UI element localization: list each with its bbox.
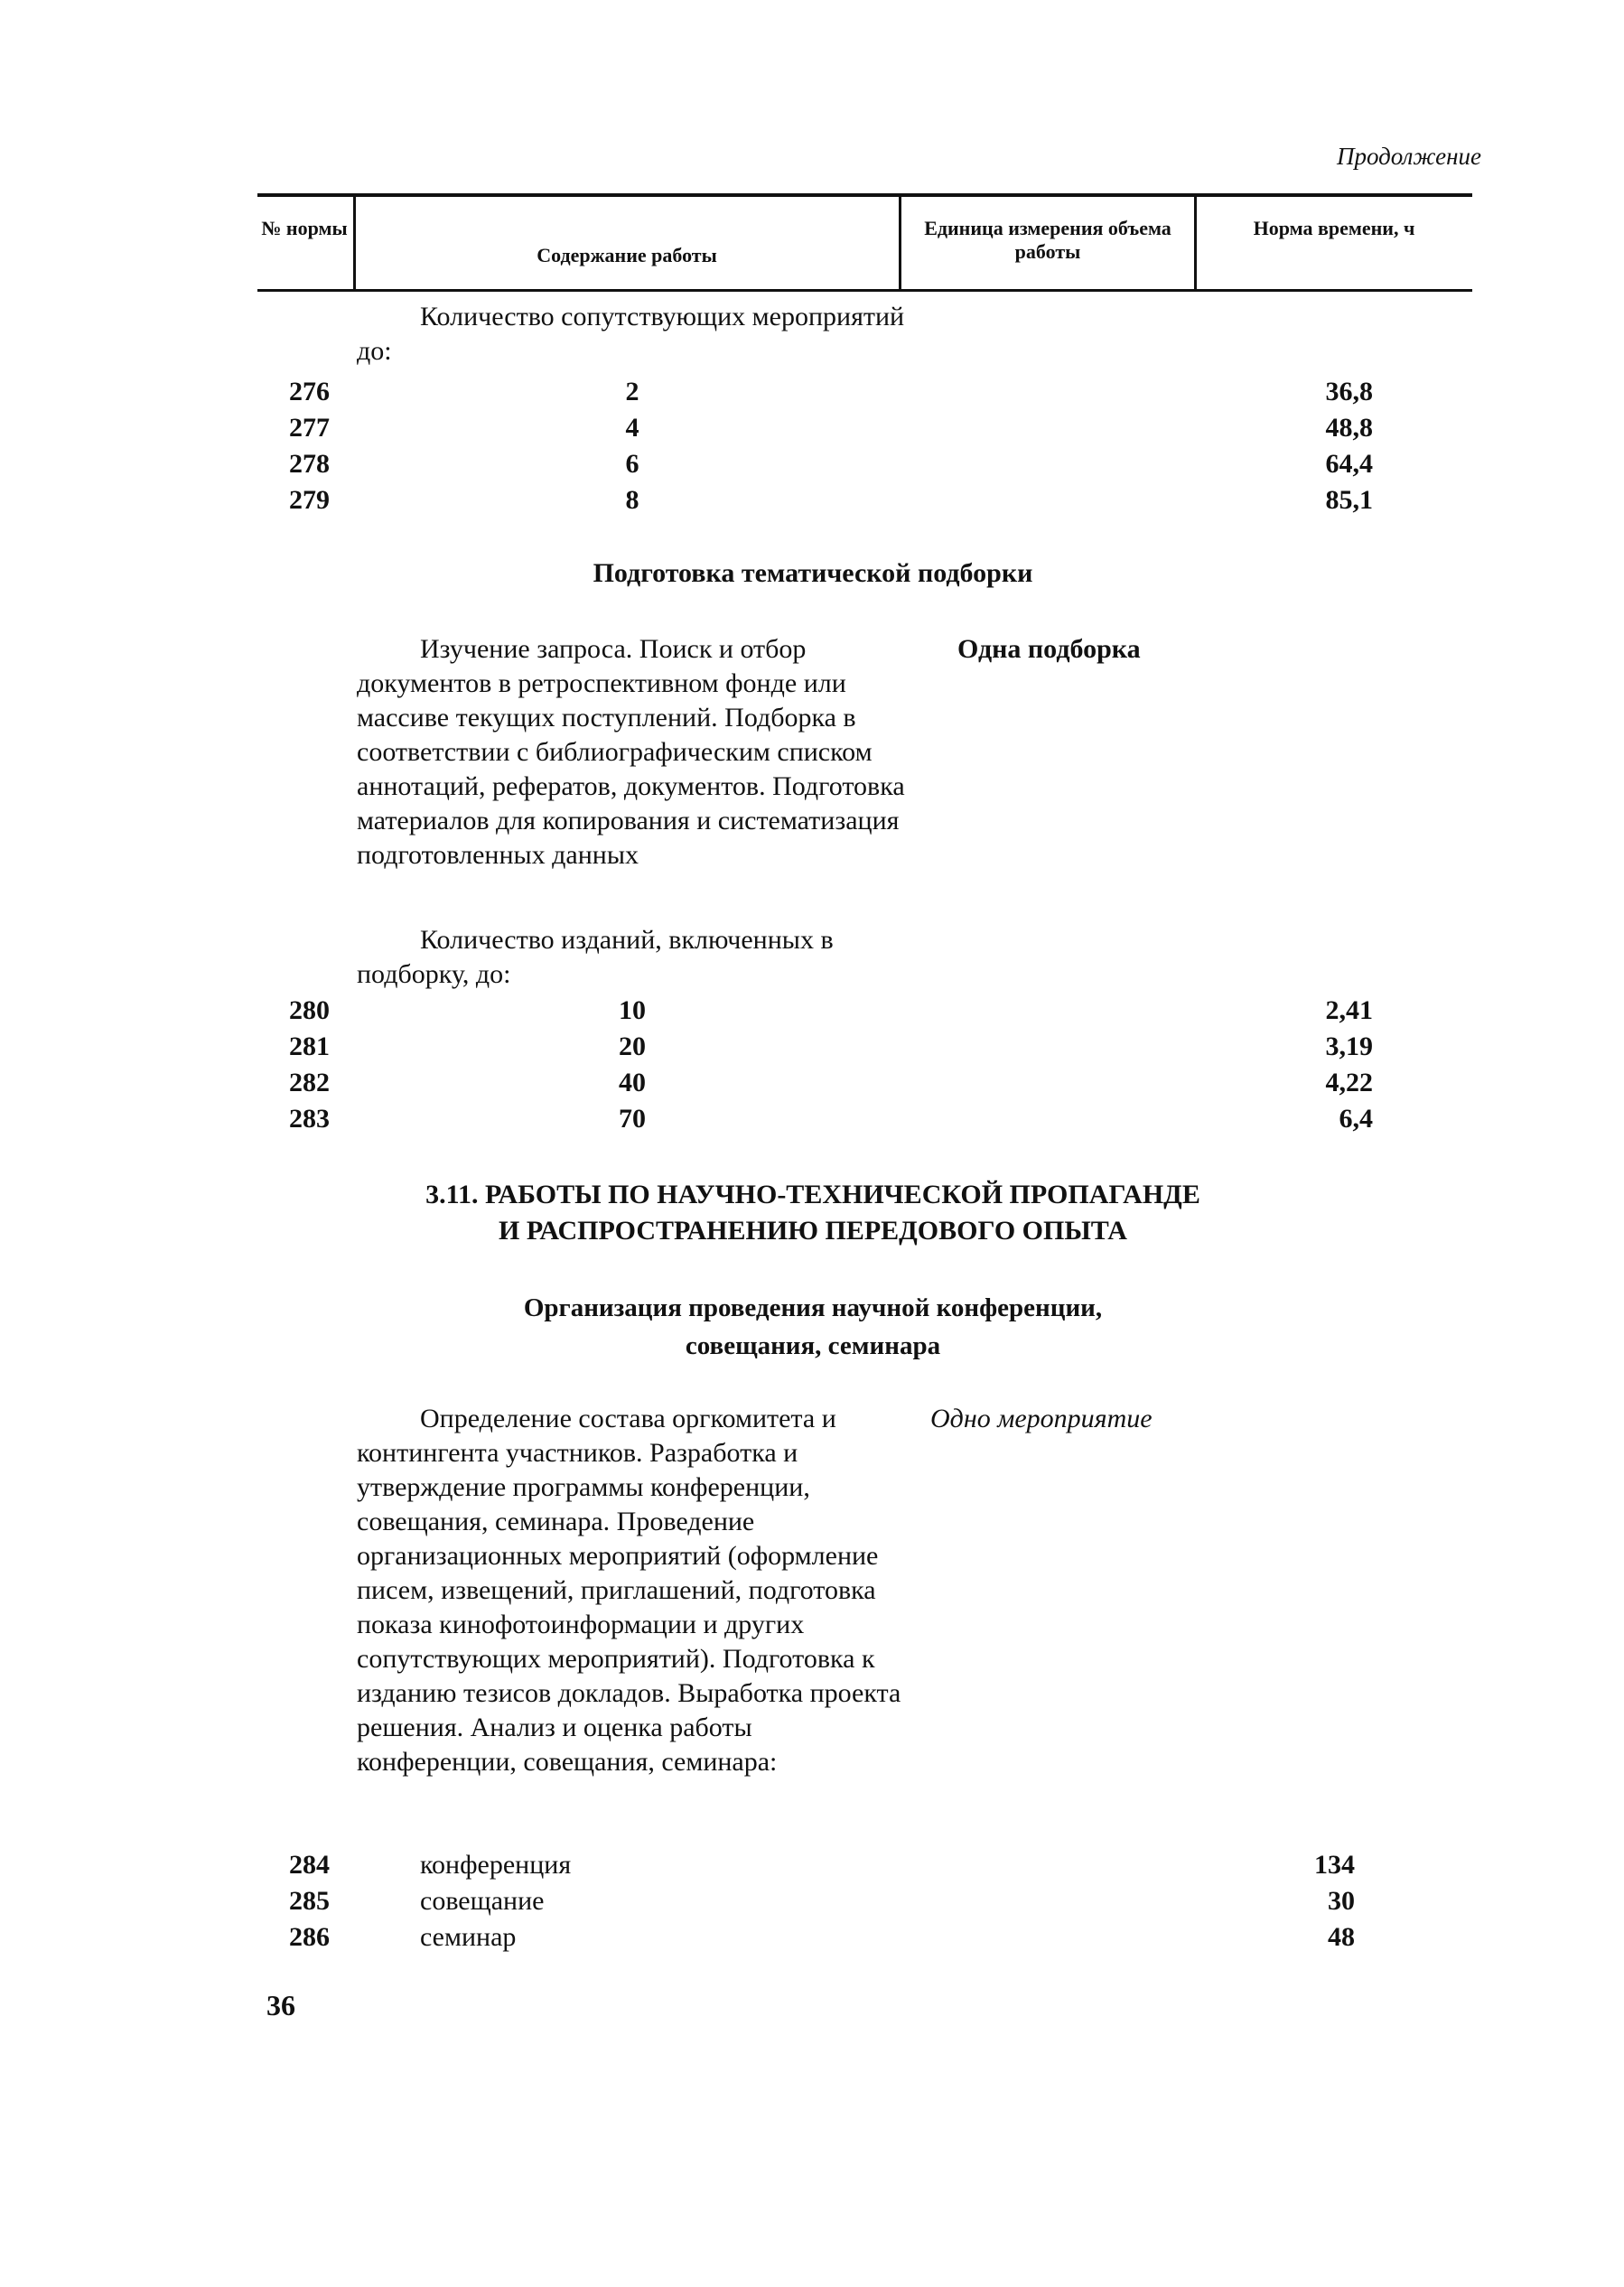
time-norm: 3,19 — [1325, 1031, 1373, 1061]
norm-number: 284 — [289, 1850, 330, 1880]
section-title-line1: 3.11. РАБОТЫ ПО НАУЧНО-ТЕХНИЧЕСКОЙ ПРОПАГАНДЕ — [425, 1180, 1200, 1209]
header-bottom-rule — [257, 289, 1472, 292]
column-header-unit: Единица измерения объема работы — [924, 217, 1171, 263]
time-norm: 2,41 — [1325, 995, 1373, 1025]
block3-unit: Одно мероприятие — [930, 1404, 1153, 1433]
row-value: 4 — [625, 413, 639, 443]
row-label: конференция — [420, 1850, 572, 1880]
block2-count-text: Количество изданий, включенных в подборку, до: — [357, 925, 834, 989]
block2-unit: Одна подборка — [957, 634, 1141, 664]
row-value: 2 — [625, 377, 639, 406]
time-norm: 6,4 — [1339, 1104, 1373, 1134]
time-norm: 85,1 — [1325, 485, 1373, 515]
row-value: 20 — [619, 1031, 646, 1061]
row-label: совещание — [420, 1886, 545, 1916]
norm-number: 281 — [289, 1031, 330, 1061]
norm-number: 276 — [289, 377, 330, 406]
norm-number: 285 — [289, 1886, 330, 1916]
norm-number: 278 — [289, 449, 330, 479]
time-norm: 4,22 — [1325, 1068, 1373, 1097]
header-divider-3 — [1194, 197, 1197, 289]
time-norm: 48,8 — [1325, 413, 1373, 443]
time-norm: 36,8 — [1325, 377, 1373, 406]
norm-number: 280 — [289, 995, 330, 1025]
section-title-line2: И РАСПРОСТРАНЕНИЮ ПЕРЕДОВОГО ОПЫТА — [499, 1216, 1127, 1246]
column-header-work-content: Содержание работы — [537, 244, 717, 266]
row-label: семинар — [420, 1922, 517, 1952]
row-value: 10 — [619, 995, 646, 1025]
block1-text: Количество сопутствующих мероприятий до: — [357, 302, 905, 366]
section-subtitle-line1: Организация проведения научной конференции, — [523, 1293, 1103, 1322]
continuation-label: Продолжение — [1336, 143, 1481, 170]
time-norm: 64,4 — [1325, 449, 1373, 479]
norm-number: 282 — [289, 1068, 330, 1097]
header-top-rule — [257, 193, 1472, 197]
norm-number: 279 — [289, 485, 330, 515]
header-divider-1 — [353, 197, 356, 289]
block3-text: Определение состава оргкомитета и контингента участников. Разработка и утверждение программы конференции, совещания, семинара. Проведение организационных мероприятий (оформление писем, извещений, приглашений, подготовка показа кинофотоинформации и других сопутствующих мероприятий). Подготовка к изданию тезисов докладов. Выработка проекта решения. Анализ и оценка работы конференции, совещания, семинара: — [357, 1404, 901, 1777]
row-value: 40 — [619, 1068, 646, 1097]
time-norm: 48 — [1328, 1922, 1355, 1952]
page-number: 36 — [266, 1989, 295, 2021]
column-header-norm-number: № нормы — [261, 217, 348, 239]
section-subtitle-line2: совещания, семинара — [685, 1331, 941, 1360]
time-norm: 30 — [1328, 1886, 1355, 1916]
row-value: 8 — [625, 485, 639, 515]
block2-text: Изучение запроса. Поиск и отбор документов в ретроспективном фонде или массиве текущих поступлений. Подборка в соответствии с библиографическим списком аннотаций, рефератов, документов. Подготовка материалов для копирования и систематизация подготовленных данных — [357, 634, 905, 870]
row-value: 6 — [625, 449, 639, 479]
header-divider-2 — [899, 197, 901, 289]
row-value: 70 — [619, 1104, 646, 1134]
norm-number: 277 — [289, 413, 330, 443]
column-header-time-norm: Норма времени, ч — [1253, 217, 1415, 239]
block2-heading: Подготовка тематической подборки — [593, 558, 1033, 588]
norm-number: 283 — [289, 1104, 330, 1134]
norm-number: 286 — [289, 1922, 330, 1952]
time-norm: 134 — [1314, 1850, 1355, 1880]
